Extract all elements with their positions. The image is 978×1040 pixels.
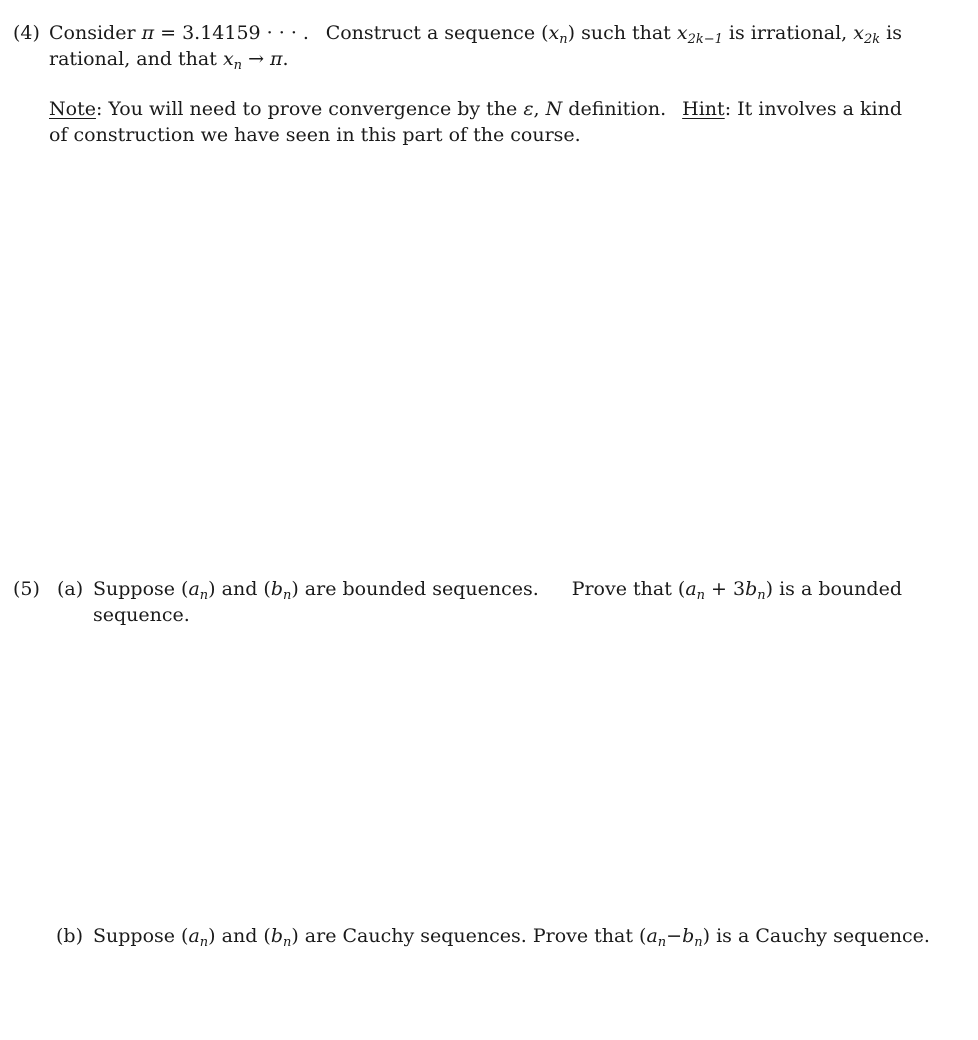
problem-5a-label: (a) bbox=[57, 578, 84, 600]
problem-5-number: (5) bbox=[13, 578, 40, 600]
problem-5b-label: (b) bbox=[56, 925, 83, 947]
problem-4-note-line-2: of construction we have seen in this part of the course. bbox=[49, 124, 581, 146]
problem-4-note-line-1: Note: You will need to prove convergence by the ε, N definition. Hint: It involves a kind bbox=[49, 98, 902, 120]
problem-4-line-2: rational, and that $x_n \to \pi$. bbox=[49, 48, 289, 73]
problem-5a-line-2: sequence. bbox=[93, 604, 190, 626]
note-label: Note bbox=[49, 98, 96, 120]
problem-5b-line-1: Suppose $(a_n)$ and $(b_n)$ are Cauchy sequences. Prove that $(a_n-b_n)$ is a Cauchy sequence. bbox=[93, 925, 930, 950]
problem-4-line-1: Consider π = 3.14159 · · · . Construct a sequence $(x_n)$ such that $x_{2k-1}$ is irrational, $x_{2k}$ is bbox=[49, 22, 902, 47]
problem-4-number: (4) bbox=[13, 22, 40, 44]
hint-label: Hint bbox=[682, 98, 725, 120]
problem-5a-line-1: Suppose $(a_n)$ and $(b_n)$ are bounded sequences. Prove that $(a_n + 3b_n)$ is a bounded bbox=[93, 578, 902, 603]
